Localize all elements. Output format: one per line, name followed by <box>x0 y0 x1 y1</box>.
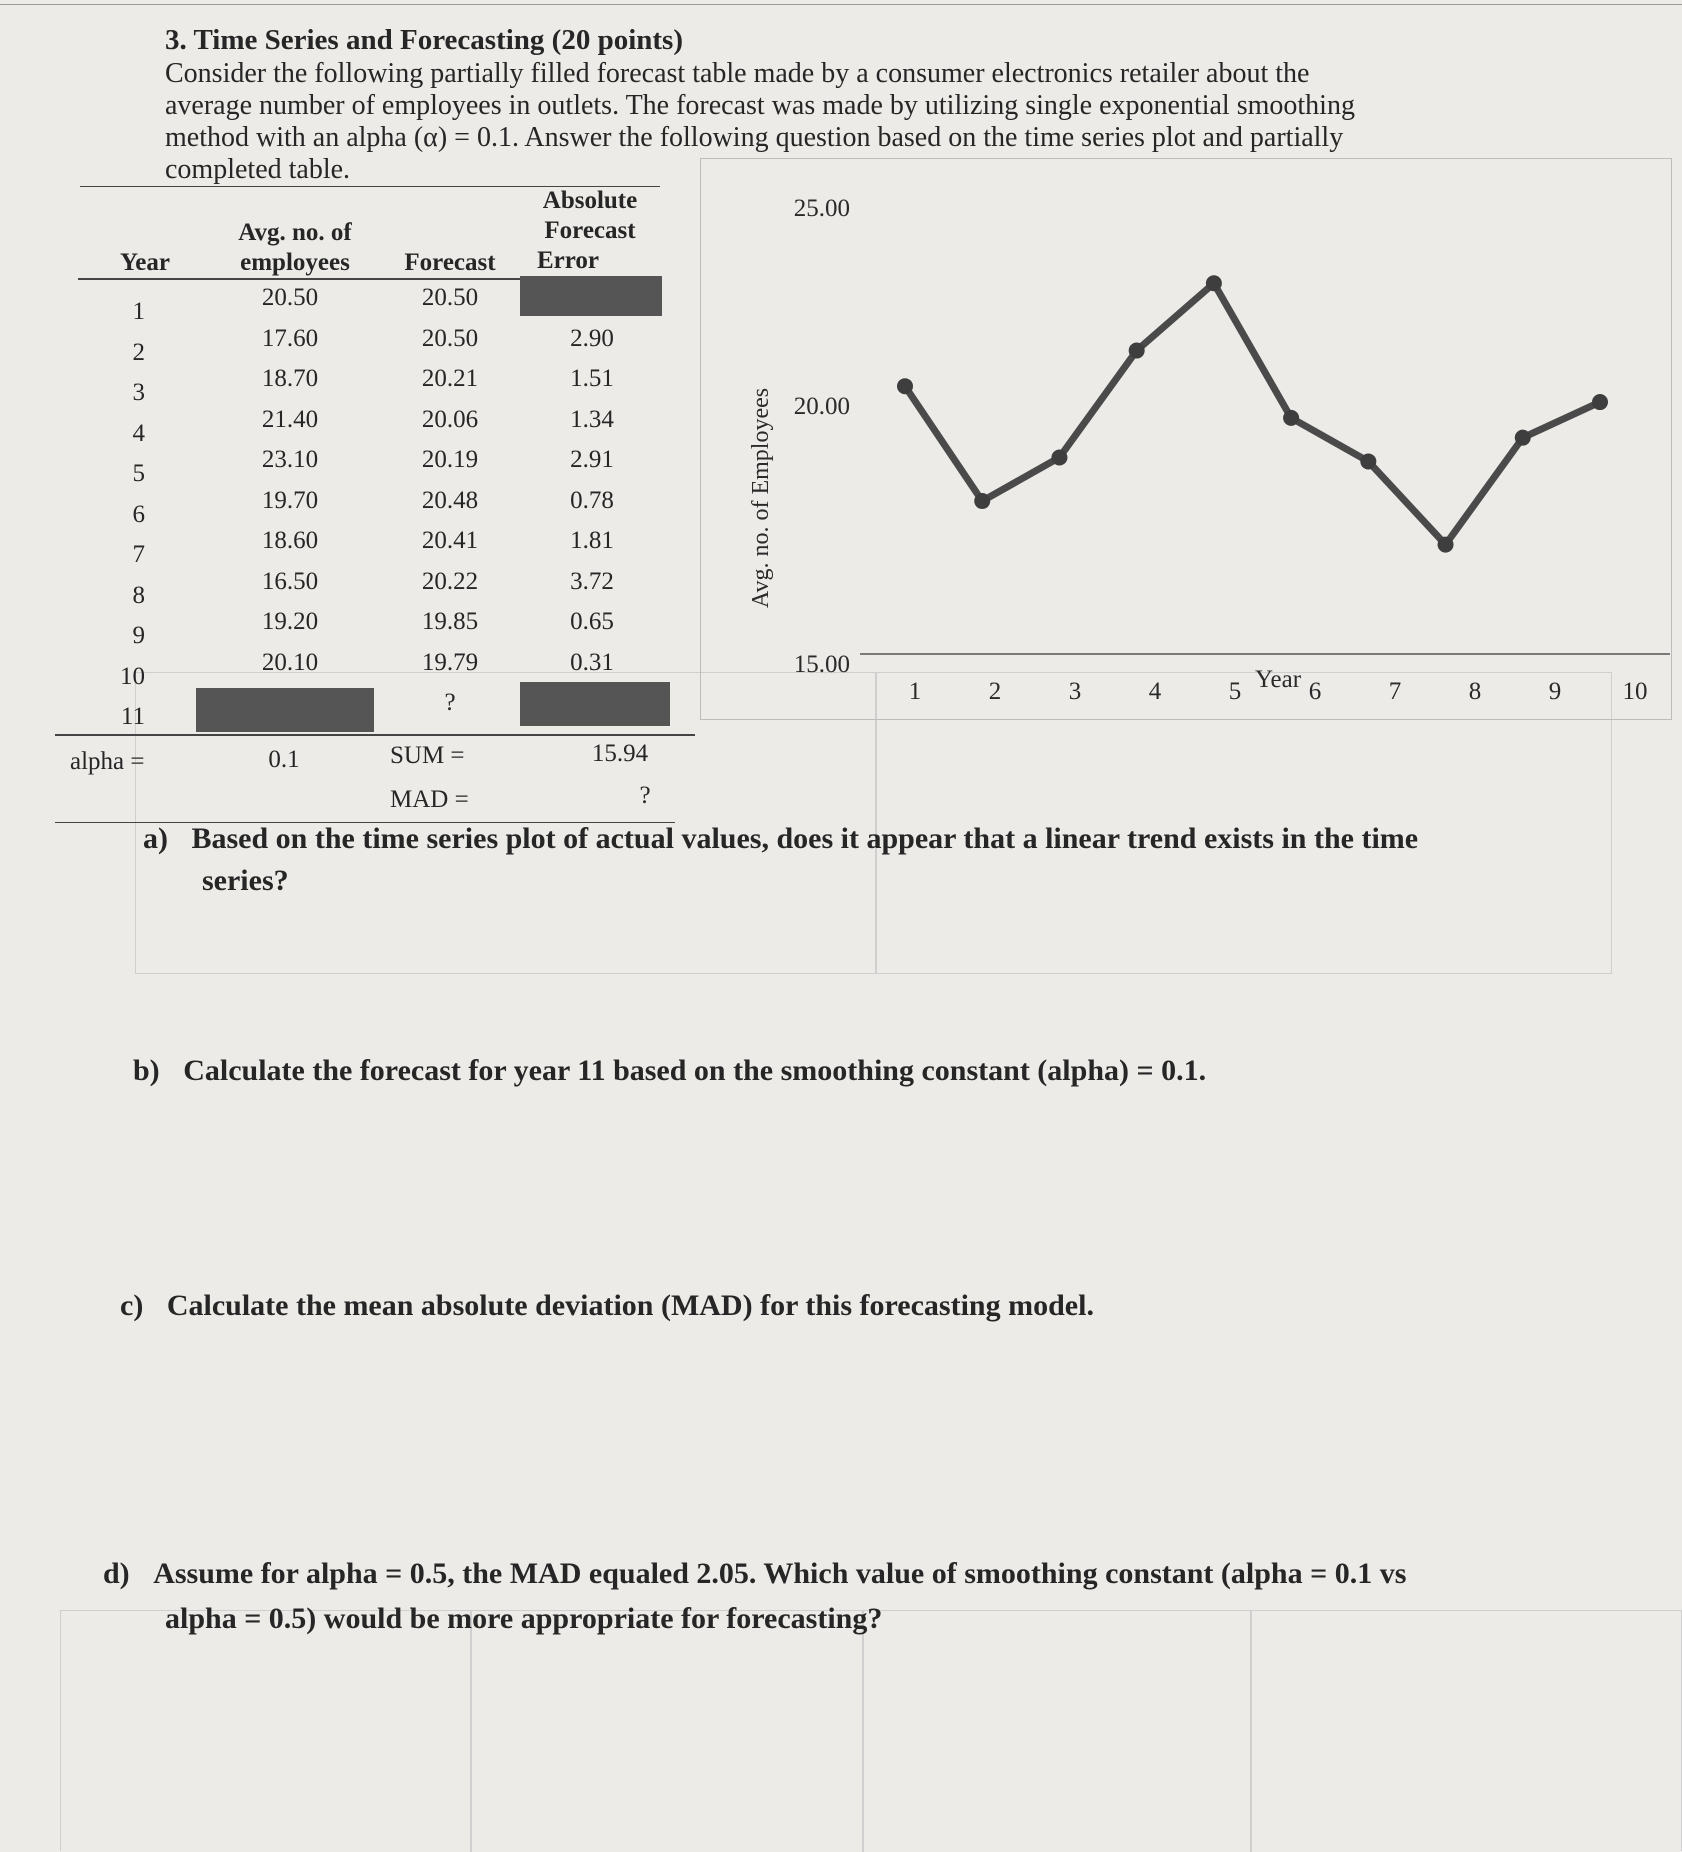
part-c-text: Calculate the mean absolute deviation (MAD) for this forecasting model. <box>166 1289 1094 1322</box>
intro-line-4: completed table. <box>165 154 351 185</box>
table-cell-employees: 17.60 <box>261 324 319 352</box>
table-cell-forecast: 20.41 <box>421 527 479 554</box>
data-point <box>1051 449 1067 465</box>
x-tick-label: 7 <box>1388 678 1402 705</box>
shaded-cell-error-year-1 <box>520 276 662 316</box>
table-cell-year: 10 <box>120 662 145 690</box>
part-b <box>133 1052 1206 1090</box>
alpha-label: alpha = <box>70 748 145 775</box>
part-c-label: c) <box>120 1289 144 1322</box>
part-b-text: Calculate the forecast for year 11 based on the smoothing constant (alpha) = 0.1. <box>183 1054 1207 1087</box>
table-cell-employees: 19.70 <box>261 486 319 514</box>
faint-divider-lower-3 <box>1250 1610 1252 1852</box>
x-tick-label: 4 <box>1148 678 1162 705</box>
table-cell-error: 0.31 <box>570 648 614 676</box>
table-cell-year: 8 <box>132 581 145 609</box>
data-point <box>1592 394 1608 410</box>
table-cell-employees: 18.60 <box>261 527 319 554</box>
x-tick-label: 2 <box>988 678 1002 705</box>
table-cell-employees: 23.10 <box>261 446 319 473</box>
table-cell-employees: 20.50 <box>261 284 319 311</box>
data-point <box>897 378 913 394</box>
part-d-line1: Assume for alpha = 0.5, the MAD equaled 2.05. Which value of smoothing constant (alpha = 0.1 vs <box>153 1557 1407 1590</box>
part-d-label: d) <box>103 1557 130 1590</box>
y-tick-label: 15.00 <box>793 651 850 678</box>
y-tick-label: 20.00 <box>793 393 850 420</box>
table-cell-year: 7 <box>132 541 145 568</box>
table-cell-year: 11 <box>120 703 145 730</box>
shaded-cell-employees-year-11 <box>196 688 374 732</box>
intro-line-1: Consider the following partially filled forecast table made by a consumer electronics retailer about the <box>165 58 1310 89</box>
y-tick-label: 25.00 <box>793 195 850 222</box>
table-cell-employees: 19.20 <box>261 608 319 635</box>
table-cell-employees: 18.70 <box>261 365 319 392</box>
x-tick-label: 6 <box>1308 678 1322 705</box>
top-rule <box>0 4 1682 5</box>
part-a-line2-wrap <box>202 862 289 900</box>
faint-divider-lower-1 <box>470 1610 472 1852</box>
data-point <box>1360 453 1376 469</box>
table-cell-forecast: 20.19 <box>421 446 479 473</box>
mad-value: ? <box>639 782 651 809</box>
x-tick-label: 10 <box>1622 678 1648 705</box>
x-tick-label: 5 <box>1228 678 1242 705</box>
header-error-1: Absolute <box>542 187 638 214</box>
part-c <box>120 1287 1094 1325</box>
part-a-label: a) <box>143 822 168 855</box>
data-point <box>1515 430 1531 446</box>
part-b-label: b) <box>133 1054 160 1087</box>
x-tick-label: 3 <box>1068 678 1082 705</box>
table-cell-year: 5 <box>132 460 145 487</box>
question-title: 3. Time Series and Forecasting (20 points) <box>165 24 683 56</box>
intro-line-2: average number of employees in outlets. The forecast was made by utilizing single exponential smoothing <box>165 90 1355 121</box>
header-error-2: Forecast <box>544 217 636 244</box>
part-d <box>103 1555 1406 1593</box>
table-cell-error: 1.34 <box>570 405 614 433</box>
table-cell-error: 0.78 <box>570 486 614 514</box>
time-series-chart <box>700 158 1670 718</box>
table-cell-year: 6 <box>132 500 145 528</box>
x-axis-label: Year <box>1254 666 1302 693</box>
table-cell-year: 3 <box>132 379 145 406</box>
data-point <box>1438 537 1454 553</box>
table-cell-forecast: 19.85 <box>421 608 479 635</box>
table-cell-employees: 20.10 <box>261 648 319 676</box>
table-cell-forecast: 19.79 <box>421 648 479 676</box>
data-point <box>1129 343 1145 359</box>
table-cell-forecast: 20.50 <box>421 284 479 311</box>
data-point <box>974 493 990 509</box>
table-cell-year: 2 <box>132 338 145 366</box>
table-cell-employees: 21.40 <box>261 405 319 433</box>
mad-label: MAD = <box>390 786 469 813</box>
table-cell-forecast: 20.21 <box>421 365 479 392</box>
data-point <box>1283 410 1299 426</box>
part-a <box>143 820 1418 858</box>
part-a-line2: series? <box>202 864 289 897</box>
table-footer-rule <box>55 734 695 736</box>
header-error-3: Error <box>537 247 600 274</box>
table-cell-forecast: 20.50 <box>421 324 479 352</box>
sum-label: SUM = <box>390 742 465 769</box>
x-tick-label: 1 <box>908 678 922 705</box>
x-tick-label: 8 <box>1468 678 1482 705</box>
alpha-value: 0.1 <box>268 746 300 773</box>
table-cell-year: 4 <box>132 419 145 447</box>
data-point <box>1206 275 1222 291</box>
header-forecast: Forecast <box>404 249 496 276</box>
intro-line-3: method with an alpha (α) = 0.1. Answer the following question based on the time series plot and partially <box>165 122 1344 153</box>
sum-value: 15.94 <box>591 740 649 767</box>
y-axis-label: Avg. no. of Employees <box>748 387 774 609</box>
header-employees-2: employees <box>240 249 350 276</box>
part-d-line2: alpha = 0.5) would be more appropriate for forecasting? <box>165 1602 883 1635</box>
table-cell-error: 1.51 <box>570 365 614 392</box>
table-cell-error: 1.81 <box>570 527 614 554</box>
part-d-line2-wrap <box>165 1600 882 1638</box>
table-cell-error: 0.65 <box>570 608 614 635</box>
header-year: Year <box>120 249 170 276</box>
table-cell-forecast: 20.22 <box>421 567 479 595</box>
shaded-cell-error-year-11 <box>520 682 670 726</box>
header-employees-1: Avg. no. of <box>238 219 352 246</box>
table-cell-error: 2.90 <box>570 324 614 352</box>
table-cell-year: 9 <box>132 622 145 649</box>
table-cell-employees: 16.50 <box>261 567 319 595</box>
table-cell-forecast: 20.06 <box>421 405 479 433</box>
table-cell-year: 1 <box>132 298 145 325</box>
faint-box-lower <box>60 1610 1682 1851</box>
table-cell-error: 3.72 <box>570 567 614 595</box>
table-cell-forecast: ? <box>444 689 456 716</box>
table-cell-forecast: 20.48 <box>421 486 479 514</box>
series-line <box>905 283 1600 544</box>
faint-divider-lower-2 <box>862 1610 864 1852</box>
x-tick-label: 9 <box>1548 678 1562 705</box>
part-a-line1: Based on the time series plot of actual values, does it appear that a linear trend exists in the time <box>191 822 1419 855</box>
table-cell-error: 2.91 <box>570 446 614 473</box>
